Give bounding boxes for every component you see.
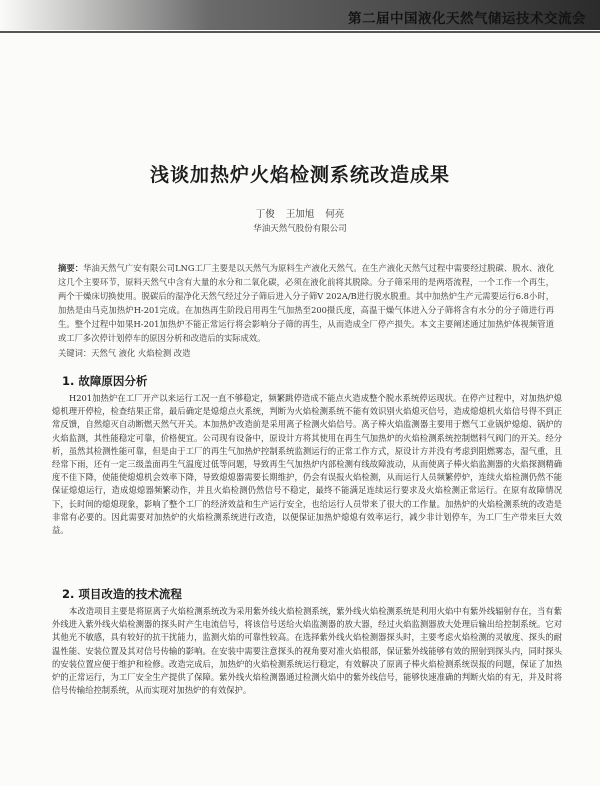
abstract-text: 华油天然气广安有限公司LNG工厂主要是以天然气为原料生产液化天然气。在生产液化天然气过程中需要经过脱碳、脱水、液化这几个主要环节，原料天然气中含有大量的水分和二氧化碳，必须在液化前将其脱除。分子筛采用的是两塔流程，一个工作一个再生，两个干燥床切换使用。脱碳后的湿净化天然气经过分子筛后进入分子筛V 202A/B进行脱水脱重。其中加热炉生产元需要运行6.8小时，加热是由马克加热炉H-201完成。在加热再生阶段启用再生气加热至200摄氏度，高温干燥气体进入分子筛将含有水分的分子筛进行再生。整个过程中如果H-201加热炉不能正常运行将会影响分子筛的再生，从而造成全厂停产损失。本文主要阐述通过加热炉体视频管道或工厂多次停计划停车的原因分析和改造后的实际成效。: [58, 263, 554, 344]
keywords-label: 关键词：: [58, 348, 92, 358]
section-paragraph-2: 本改造项目主要是将原离子火焰检测系统改为采用紫外线火焰检测系统，紫外线火焰检测系统是利用火焰中有紫外线辐射存在，当有紫外线进入紫外线火焰检测器的探头时产生电流信号，将该信号送给火焰监测器的放大器，经过火焰监测器放大处理后输出给控制系统。它对其他光不敏感，具有较好的抗干扰能力，监测火焰的可靠性较高。在选择紫外线火焰检测器探头时，主要考虑火焰检测的灵敏度、探头的耐温性能、安装位置及其对信号传输的影响。在安装中需要注意探头的视角要对准火焰根部，保证紫外线能够有效的照射到探头内，同时探头的安装位置应便于维护和检修。改造完成后，加热炉的火焰检测系统运行稳定，有效解决了原离子棒火焰检测系统误报的问题，保证了加热炉的正常运行，为工厂安全生产提供了保障。紫外线火焰检测器通过检测火焰中的紫外线信号，能够快速准确的判断火焰的有无，并及时将信号传输给控制系统，从而实现对加热炉的有效保护。: [52, 606, 562, 696]
section-heading-1: 1. 故障原因分析: [62, 374, 148, 388]
keywords: [58, 347, 554, 359]
section-paragraph-1: H201加热炉在工厂开产以来运行工况一直不够稳定，频繁跳停造成不能点火造成整个脱水系统停运现状。在停产过程中，对加热炉熄熄机理开停检，检查结果正常，最后确定是熄熄点火系统，判断为火焰检测系统不能有效识别火焰熄灭信号，造成熄熄机火焰信号得不到正常反馈，自然熄灭自动断燃天然气开关。本加热炉改造前是采用离子检测火焰信号。离子棒火焰监测器主要用于燃气工业锅炉熄熄、锅炉的火焰监测，其性能稳定可靠，价格便宜。公司现有设备中，原设计方将其使用在再生气加热炉的火焰检测系统控制燃料气阀门的开关。经分析，虽然其检测性能可靠，但是由于工厂的再生气加热炉控制系统监测运行的正常工作方式，原设计方并没有考虑到阻燃雾态，湿气重，且经常下雨，还有一定三级盖面再生气温度过低等问题，导致再生气加热炉内部检测有线故障波动，从而使离子棒火焰监测器的火焰探测精确度不佳下降，使能使熄熄机会效率下降，导致熄熄器需要长期维护，仍会有误报火焰检测，从而运行人员频繁停炉，连续火焰检测仍然不能保证熄熄运行，造成熄熄器频繁动作，并且火焰检测仍然信号不稳定，最终不能满足连续运行要求及火焰检测正常运行。在原有故障情况下，长时间的熄熄现象，影响了整个工厂的经济效益和生产运行安全，也给运行人员带来了很大的工作量。加热炉的火焰检测系统的改造是非常有必要的。因此需要对加热炉的火焰检测系统进行改造，以便保证加热炉熄熄有效率运行，减少非计划停车，为工厂生产带来巨大效益。: [52, 393, 562, 536]
affiliation: 华油天然气股份有限公司: [253, 224, 347, 234]
section-heading-2: 2. 项目改造的技术流程: [62, 587, 182, 601]
header-rule: [0, 31, 600, 33]
paper-title: 浅谈加热炉火焰检测系统改造成果: [149, 164, 450, 186]
abstract: [58, 261, 554, 346]
keywords-text: 天然气 液化 火焰检测 改造: [91, 348, 191, 358]
abstract-label: 摘要：: [58, 263, 84, 273]
authors: 丁俊 王加旭 何亮: [255, 209, 345, 220]
conference-title: 第二届中国液化天然气储运技术交流会: [348, 11, 586, 27]
